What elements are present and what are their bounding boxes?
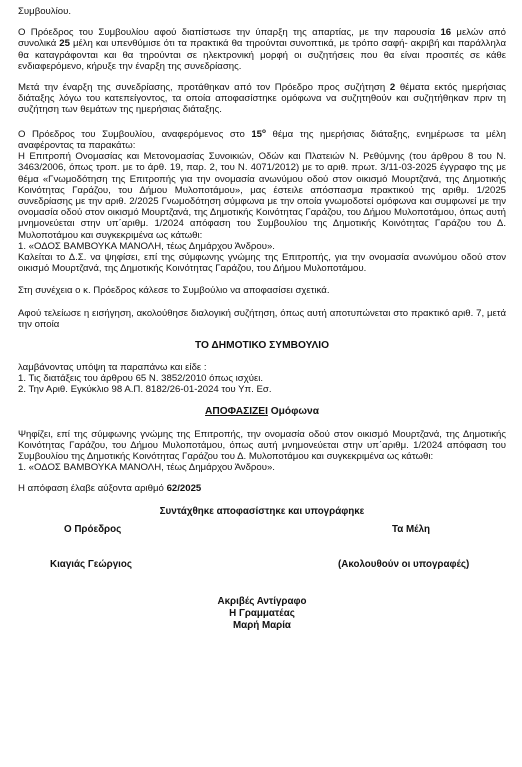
unanimous-label: Ομόφωνα bbox=[267, 405, 319, 417]
paragraph-discussion: Αφού τελείωσε η εισήγηση, ακολούθησε διαλογική συζήτηση, όπως αυτή αποτυπώνεται στο πρακτικό αριθ. 7, μετά την οποία bbox=[18, 307, 506, 330]
street-name-item: 1. «ΟΔΟΣ ΒΑΜΒΟΥΚΑ ΜΑΝΟΛΗ, τέως Δημάρχου Άνδρου». bbox=[18, 240, 275, 252]
paragraph-council-end: Συμβουλίου. bbox=[18, 6, 71, 17]
signature-names bbox=[18, 559, 506, 571]
paragraph-committee: Η Επιτροπή Ονομασίας και Μετονομασίας Συνοικιών, Οδών και Πλατειών Ν. Ρεθύμνης (του άρθρου 8 του Ν. 3463/2006, όπως τροπ. με το άρθ. 19, παρ. 2, του Ν. 4071/2012) με το αριθ. πρωτ. 3/11-03-2025 έγγραφο της με θέμα «Γνωμοδότηση της Επιτροπής για την ονομασία ανωνύμου οδού στον οικισμό Μουρτζανά, της Δημοτικής Κοινότητας Γαράζου, του Δήμου Μυλοποτάμου», μας έστειλε απόσπασμα πρακτικού της αριθμ. 1/2025 συνεδρίασης με την αριθ. 2/2025 Γνωμοδότηση σύμφωνα με την οποία γνωμοδοτεί ομόφωνα και συμφωνεί με την ονομασία οδού στον οικισμό Μουρτζανά, της Δημοτικής Κοινότητας Γαράζου, του Δήμου Μυλοποτάμου, όπως αυτή μνημονεύεται στην υπ΄αριθμ. 1/2024 απόφαση του Συμβουλίου της Δημοτικής Κοινότητας Γαράζου του Δ. Μυλοποτάμου και συγκεκριμένα ως κάτωθι: bbox=[18, 151, 506, 241]
heading-decides bbox=[18, 406, 506, 418]
signature-roles bbox=[18, 524, 506, 536]
topic-number bbox=[251, 129, 266, 140]
total-count: 25 bbox=[59, 38, 70, 50]
text: θέματα εκτός ημερήσιας διάταξης λόγω του κατεπείγοντος, τα οποία αποφασίστηκε ομόφωνα να συζητηθούν και συζητήθηκαν πριν τη συζήτηση των θεμάτων της ημερήσιας διάταξης. bbox=[18, 82, 506, 116]
members-role: Τα Μέλη bbox=[392, 523, 431, 535]
text: μελών από συνολικά bbox=[18, 27, 506, 50]
extra-topics-count: 2 bbox=[389, 82, 396, 94]
paragraph-topic-intro bbox=[18, 126, 506, 152]
text: Μετά την έναρξη της συνεδρίασης, προτάθηκαν από τον Πρόεδρο προς συζήτηση bbox=[18, 82, 390, 94]
street-name-item: 1. «ΟΔΟΣ ΒΑΜΒΟΥΚΑ ΜΑΝΟΛΗ, τέως Δημάρχου Άνδρου». bbox=[18, 462, 275, 474]
provision-item: 2. Την Αριθ. Εγκύκλιο 98 Α.Π. 8182/26-01-2024 του Υπ. Εσ. bbox=[18, 384, 272, 396]
signatures-note: (Ακολουθούν οι υπογραφές) bbox=[338, 558, 470, 570]
president-role: Ο Πρόεδρος bbox=[64, 523, 122, 535]
decides-label: ΑΠΟΦΑΣΙΖΕΙ bbox=[205, 405, 268, 417]
paragraph-quorum bbox=[18, 27, 506, 72]
text: Ο Πρόεδρος του Συμβουλίου αφού διαπίστωσε την ύπαρξη της απαρτίας, με την παρουσία bbox=[18, 27, 441, 39]
text: Ο Πρόεδρος του Συμβουλίου, αναφερόμενος στο bbox=[18, 128, 252, 140]
decision-number: 62/2025 bbox=[166, 483, 202, 495]
text: μέλη και υπενθύμισε ότι τα πρακτικά θα τηρούνται συνοπτικά, με τρόπο σαφή- ακριβή και παράλληλα θα καταγράφονται και θα τηρούνται σε ηλεκτρονική μορφή οι συζητήσεις που θα είναι προσιτές σε κάθε ενδιαφερόμενο, κήρυξε την έναρξη της συνεδρίασης. bbox=[18, 38, 506, 72]
document-page bbox=[18, 6, 506, 632]
topic-number-value: 15 bbox=[251, 128, 262, 140]
secretary-name: Μαρή Μαρία bbox=[233, 619, 291, 631]
text: Η απόφαση έλαβε αύξοντα αριθμό bbox=[18, 483, 167, 495]
paragraph-vote: Ψηφίζει, επί της σύμφωνης γνώμης της Επιτροπής, την ονομασία οδού στον οικισμό Μουρτζανά, της Δημοτικής Κοινότητας Γαράζου, του Δήμου Μυλοποτάμου, όπως αυτή μνημονεύεται στην υπ΄αριθμ. 1/2024 απόφαση του Συμβουλίου της Δημοτικής Κοινότητας Γαράζου του Δ. Μυλοποτάμου και συγκεκριμένα ως κάτωθι: bbox=[18, 428, 506, 463]
provision-item: 1. Τις διατάξεις του άρθρου 65 Ν. 3852/2010 όπως ισχύει. bbox=[18, 373, 264, 385]
heading-municipal-council: ΤΟ ΔΗΜΟΤΙΚΟ ΣΥΜΒΟΥΛΙΟ bbox=[194, 340, 329, 352]
paragraph-decision-number bbox=[18, 483, 506, 494]
paragraph-extra-topics bbox=[18, 82, 506, 116]
paragraph-considering: λαμβάνοντας υπόψη τα παραπάνω και είδε : bbox=[18, 362, 207, 374]
present-count: 16 bbox=[440, 27, 452, 39]
paragraph-president-call: Στη συνέχεια ο κ. Πρόεδρος κάλεσε το Συμβούλιο να αποφασίσει σχετικά. bbox=[18, 285, 330, 297]
certified-copy-label: Ακριβές Αντίγραφο bbox=[217, 595, 307, 607]
president-name: Κιαγιάς Γεώργιος bbox=[50, 558, 132, 570]
paragraph-vote-call: Καλείται το Δ.Σ. να ψηφίσει, επί της σύμφωνης γνώμης της Επιτροπής, για την ονομασία ανωνύμου οδού στον οικισμό Μουρτζανά, της Δημοτικής Κοινότητας Γαράζου, του Δήμου Μυλοποτάμου. bbox=[18, 252, 506, 275]
secretary-role: Η Γραμματέας bbox=[229, 607, 295, 619]
signature-title: Συντάχθηκε αποφασίστηκε και υπογράφηκε bbox=[159, 505, 365, 517]
text: θέμα της ημερήσιας διάταξης, ενημέρωσε τα μέλη αναφέροντας τα παρακάτω: bbox=[18, 128, 506, 152]
topic-number-ordinal: ο bbox=[262, 127, 266, 135]
